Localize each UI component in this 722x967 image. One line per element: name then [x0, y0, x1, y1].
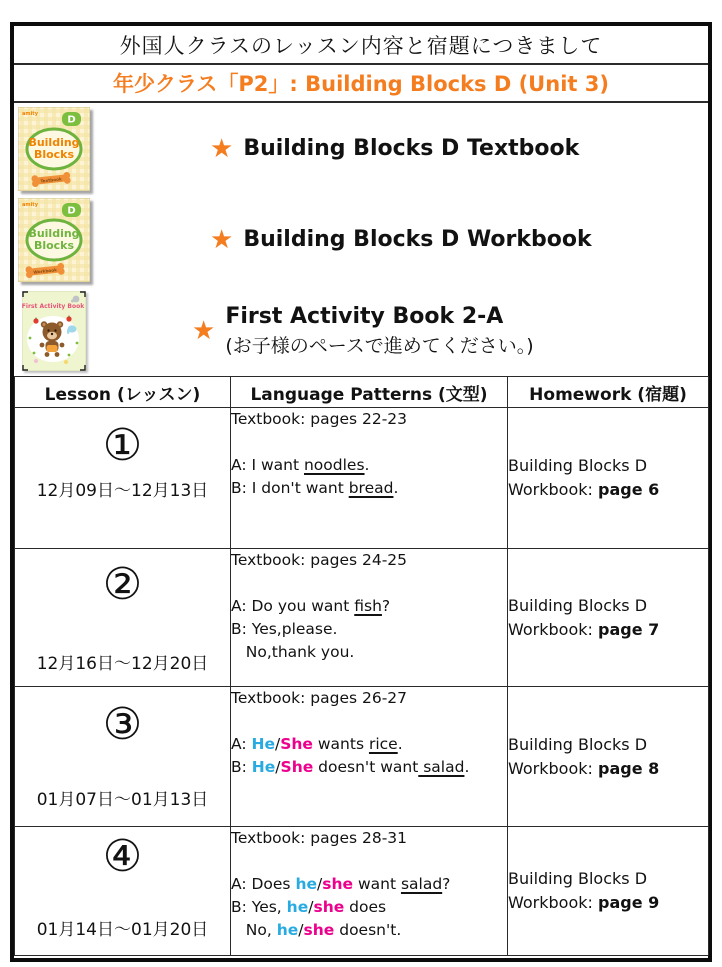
- svg-text:D: D: [67, 114, 76, 125]
- lesson-2-homework: Building Blocks D Workbook: page 7: [508, 549, 709, 687]
- svg-text:amity: amity: [22, 110, 38, 117]
- header-homework: Homework (宿題): [508, 377, 709, 408]
- svg-text:Workbook: Workbook: [33, 266, 58, 275]
- svg-text:D: D: [67, 205, 76, 216]
- textbook-cover-icon: [16, 107, 92, 191]
- svg-text:Textbook: Textbook: [40, 175, 63, 184]
- svg-text:Blocks: Blocks: [33, 147, 75, 161]
- lesson-schedule-table: [14, 376, 709, 956]
- lesson-2-cell: [15, 549, 231, 687]
- lesson-4-cell: [15, 827, 231, 956]
- table-header-row: [15, 377, 709, 408]
- lesson-1-dates: 12月09日〜12月13日: [36, 481, 209, 501]
- document-subtitle: 年少クラス「P2」: Building Blocks D (Unit 3): [14, 65, 708, 103]
- material-textbook-label: Building Blocks D Textbook: [243, 136, 580, 161]
- workbook-cover-icon: [16, 198, 92, 282]
- homework-page: page 7: [598, 619, 660, 639]
- homework-page: page 9: [598, 893, 660, 912]
- header-language-patterns: Language Patterns (文型): [231, 377, 508, 408]
- star-icon: ★: [210, 224, 234, 255]
- material-workbook-row: [14, 194, 708, 285]
- material-workbook-label: Building Blocks D Workbook: [243, 227, 592, 252]
- lesson-3-homework: Building Blocks D Workbook: page 8: [508, 687, 709, 827]
- lesson-2-patterns: Textbook: pages 24-25 A: Do you want fish? B: Yes,please. No,thank you.: [231, 549, 508, 687]
- lesson-3-cell: [15, 687, 231, 827]
- svg-text:Building: Building: [28, 135, 80, 149]
- material-activity-book-row: [14, 285, 708, 376]
- homework-page: page 6: [598, 480, 660, 499]
- material-activity-book-label: First Activity Book 2-A: [225, 303, 504, 329]
- material-textbook-row: [14, 103, 708, 194]
- header-lesson: Lesson (レッスン): [15, 377, 231, 408]
- lesson-4-dates: 01月14日〜01月20日: [36, 920, 209, 940]
- lesson-1-cell: [15, 408, 231, 549]
- svg-text:First Activity Book: First Activity Book: [22, 302, 85, 310]
- homework-page: page 8: [598, 758, 660, 778]
- lesson-2-number: ②: [102, 559, 143, 610]
- lesson-3-patterns: Textbook: pages 26-27 A: He/She wants rice. B: He/She doesn't want salad.: [231, 687, 508, 827]
- material-activity-book-note: (お子様のペースで進めてください。): [225, 334, 534, 357]
- svg-text:Building: Building: [28, 226, 80, 240]
- lesson-2-dates: 12月16日〜12月20日: [36, 654, 209, 674]
- lesson-1-patterns: Textbook: pages 22-23 A: I want noodles. B: I don't want bread.: [231, 408, 508, 549]
- lesson-4-homework: Building Blocks D Workbook: page 9: [508, 827, 709, 956]
- lesson-1-number: ①: [102, 420, 143, 471]
- lesson-1-homework: Building Blocks D Workbook: page 6: [508, 408, 709, 549]
- table-row: [15, 827, 709, 956]
- document-title: 外国人クラスのレッスン内容と宿題につきまして: [14, 26, 708, 65]
- table-row: [15, 687, 709, 827]
- star-icon: ★: [192, 315, 216, 346]
- materials-section: [14, 103, 708, 376]
- lesson-4-patterns: Textbook: pages 28-31 A: Does he/she want salad? B: Yes, he/she does No, he/she doesn't.: [231, 827, 508, 956]
- lesson-4-number: ④: [102, 831, 143, 882]
- table-row: [15, 408, 709, 549]
- table-row: [15, 549, 709, 687]
- lesson-3-dates: 01月07日〜01月13日: [36, 790, 209, 810]
- svg-text:Blocks: Blocks: [33, 238, 75, 252]
- svg-text:amity: amity: [22, 201, 38, 208]
- lesson-3-number: ③: [102, 699, 143, 750]
- activity-book-cover-icon: [16, 291, 92, 371]
- lesson-notice-document: [10, 22, 712, 962]
- star-icon: ★: [210, 133, 234, 164]
